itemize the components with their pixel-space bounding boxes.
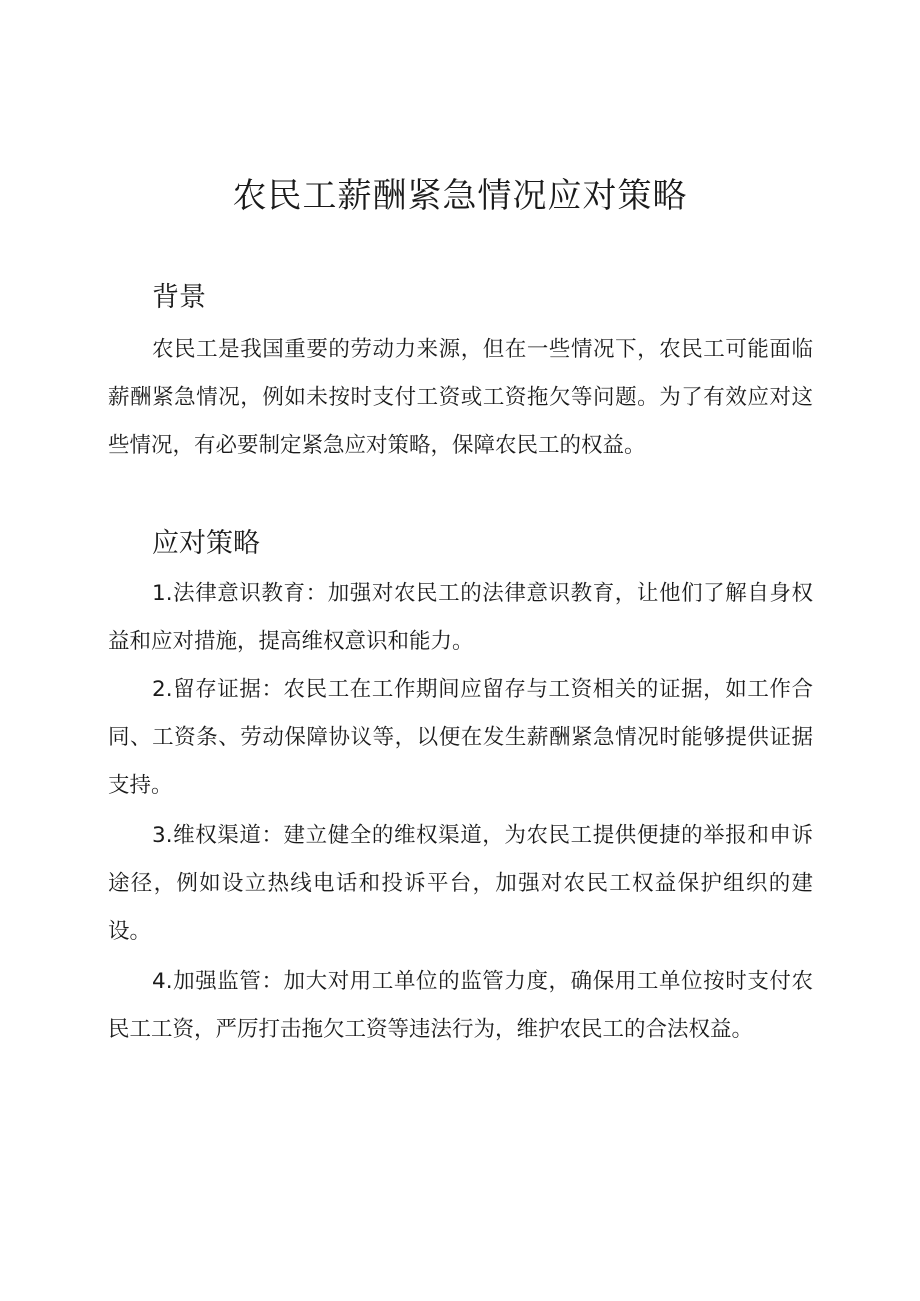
strategy-item-text: .留存证据：农民工在工作期间应留存与工资相关的证据，如工作合同、工资条、劳动保障协议等，以便在发生薪酬紧急情况时能够提供证据支持。 — [108, 677, 813, 798]
strategy-item-number: 2 — [152, 677, 166, 702]
strategy-item-number: 3 — [152, 823, 166, 848]
strategy-item-2 — [108, 666, 813, 810]
background-paragraph: 农民工是我国重要的劳动力来源，但在一些情况下，农民工可能面临薪酬紧急情况，例如未按时支付工资或工资拖欠等问题。为了有效应对这些情况，有必要制定紧急应对策略，保障农民工的权益。 — [108, 337, 813, 458]
strategy-item-1 — [108, 570, 813, 666]
section-heading-strategies: 应对策略 — [152, 528, 260, 559]
strategy-item-4 — [108, 958, 813, 1054]
strategy-item-text: .法律意识教育：加强对农民工的法律意识教育，让他们了解自身权益和应对措施，提高维权意识和能力。 — [108, 581, 813, 654]
section-heading-background: 背景 — [152, 282, 206, 313]
strategy-item-number: 4 — [152, 969, 166, 994]
strategy-item-number: 1 — [152, 581, 166, 606]
document-title: 农民工薪酬紧急情况应对策略 — [232, 176, 688, 216]
strategy-item-3 — [108, 812, 813, 956]
strategy-item-text: .维权渠道：建立健全的维权渠道，为农民工提供便捷的举报和申诉途径，例如设立热线电话和投诉平台，加强对农民工权益保护组织的建设。 — [108, 823, 813, 944]
strategy-item-text: .加强监管：加大对用工单位的监管力度，确保用工单位按时支付农民工工资，严厉打击拖欠工资等违法行为，维护农民工的合法权益。 — [108, 969, 813, 1042]
